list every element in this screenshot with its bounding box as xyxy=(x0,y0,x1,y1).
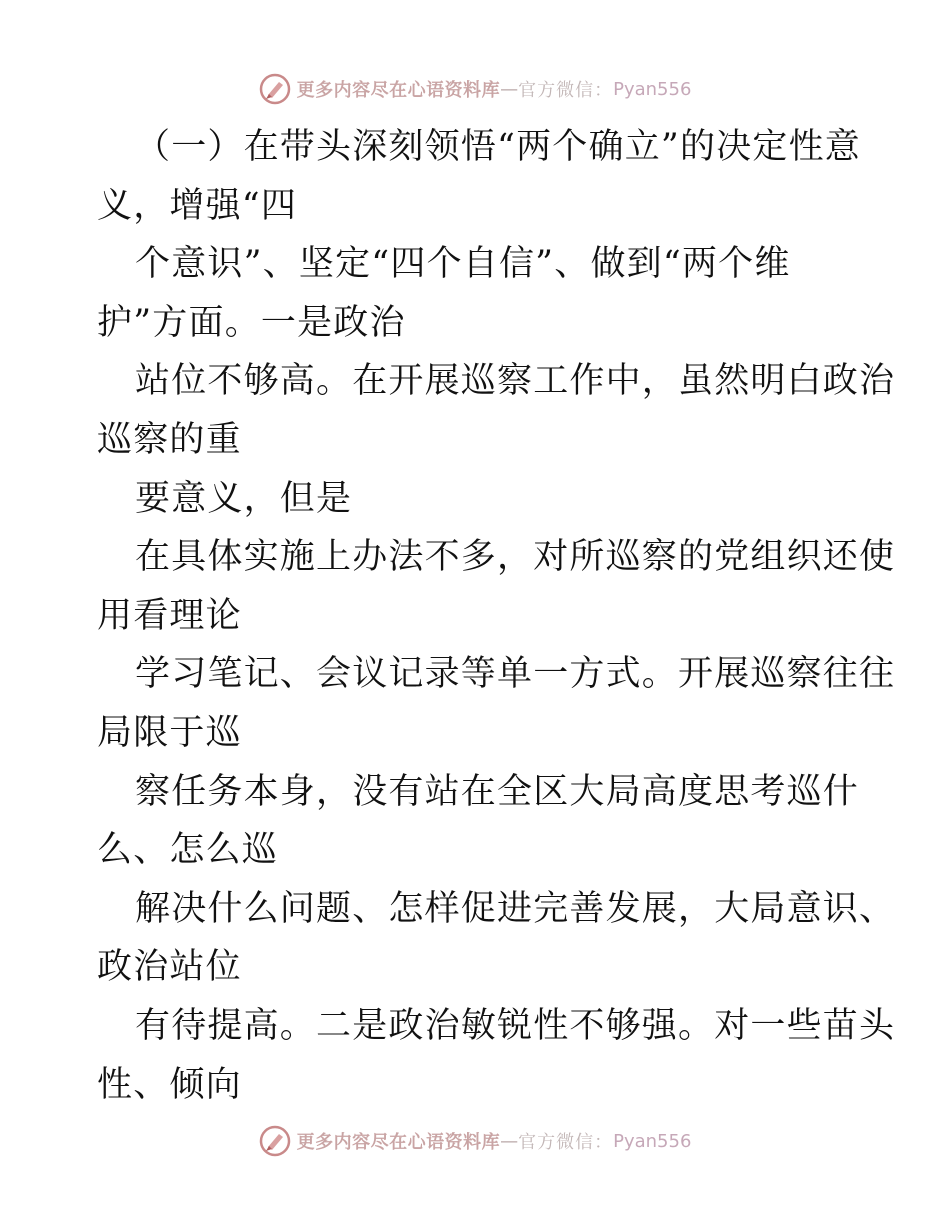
body-line: 个意识”、坚定“四个自信”、做到“两个维 xyxy=(135,244,791,285)
body-line: 用看理论 xyxy=(97,595,242,636)
footer-watermark xyxy=(0,1124,950,1158)
watermark-main-text: 更多内容尽在心语资料库 xyxy=(296,1132,501,1153)
book-pen-logo-icon xyxy=(259,1125,291,1157)
body-line: 察任务本身，没有站在全区大局高度思考巡什 xyxy=(135,771,860,812)
body-line: 要意义，但是 xyxy=(135,478,353,519)
body-line: 么、怎么巡 xyxy=(97,830,279,871)
watermark-id-text: Pyan556 xyxy=(613,1130,692,1152)
body-line: 政治站位 xyxy=(97,947,242,988)
watermark-separator: — xyxy=(500,1130,519,1152)
body-line: 学习笔记、会议记录等单一方式。开展巡察往往 xyxy=(135,654,896,695)
watermark-sub-text: 官方微信： xyxy=(518,80,614,101)
body-line: 在具体实施上办法不多，对所巡察的党组织还使 xyxy=(135,537,896,578)
body-line: 性、倾向 xyxy=(97,1064,242,1105)
body-line: 解决什么问题、怎样促进完善发展，大局意识、 xyxy=(135,888,896,929)
watermark-sub-text: 官方微信： xyxy=(518,1132,614,1153)
body-line: （一）在带头深刻领悟“两个确立”的决定性意 xyxy=(135,127,861,167)
body-line: 护”方面。一是政治 xyxy=(97,302,406,343)
document-body xyxy=(97,118,896,1114)
book-pen-logo-icon xyxy=(259,73,291,105)
body-line: 有待提高。二是政治敏锐性不够强。对一些苗头 xyxy=(135,1005,896,1046)
body-line: 站位不够高。在开展巡察工作中，虽然明白政治 xyxy=(135,361,896,402)
header-watermark xyxy=(0,72,950,106)
watermark-separator: — xyxy=(500,78,519,100)
body-line: 义，增强“四 xyxy=(97,185,298,226)
body-line: 巡察的重 xyxy=(97,419,242,460)
watermark-id-text: Pyan556 xyxy=(613,78,692,100)
body-line: 局限于巡 xyxy=(97,712,242,753)
watermark-main-text: 更多内容尽在心语资料库 xyxy=(296,80,501,101)
